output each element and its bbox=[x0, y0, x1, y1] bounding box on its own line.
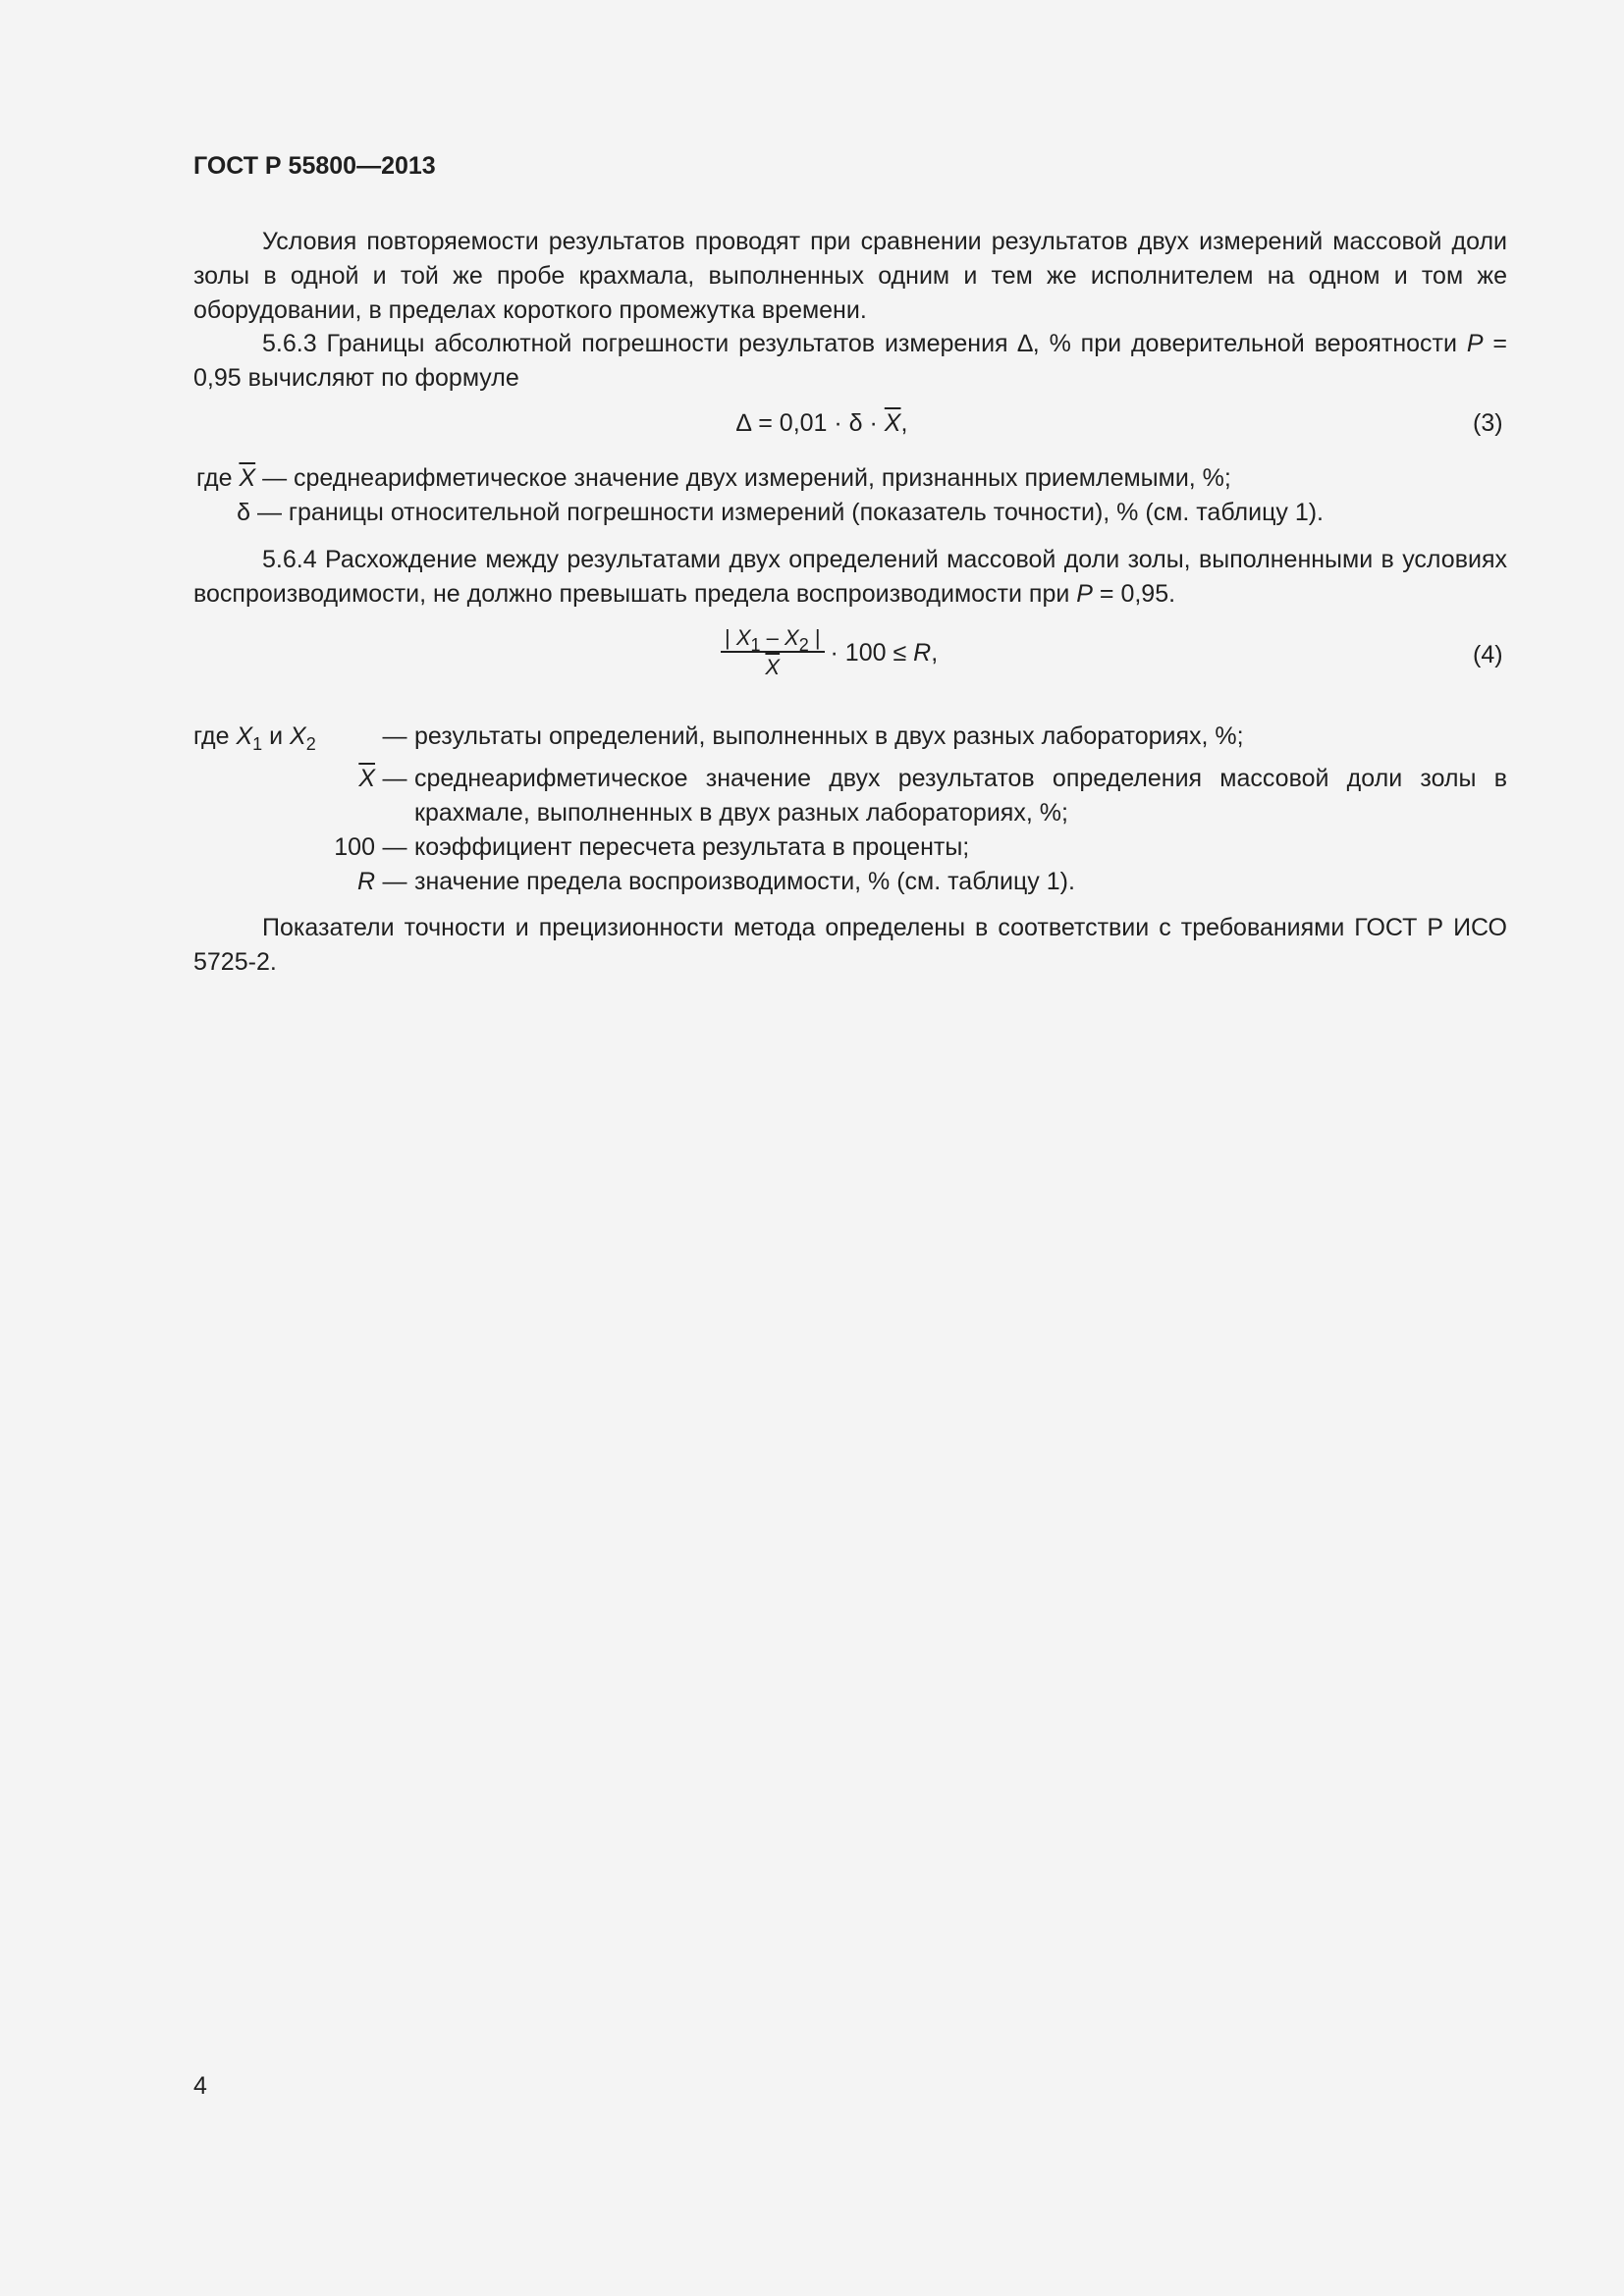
paragraph-5-6-3-p-symbol: P bbox=[1466, 330, 1484, 357]
equation-number-3: (3) bbox=[1473, 409, 1503, 437]
paragraph-5-6-4 bbox=[193, 543, 1507, 612]
where4-and: и bbox=[262, 722, 290, 750]
where4-text-x1-x2: результаты определений, выполненных в двух разных лабораториях, %; bbox=[414, 722, 1244, 750]
where4-text-r: значение предела воспроизводимости, % (см. таблицу 1). bbox=[414, 868, 1075, 895]
formula-4 bbox=[721, 625, 938, 680]
where4-dash: — bbox=[382, 833, 407, 861]
where-delta-line bbox=[196, 496, 1324, 530]
paragraph-5-6-3-text-a: 5.6.3 Границы абсолютной погрешности результатов измерения ∆, % при доверительной вероятности bbox=[262, 330, 1467, 357]
paragraph-5-6-4-text-b: = 0,95. bbox=[1092, 580, 1176, 608]
formula-4-tail bbox=[831, 636, 939, 670]
denominator-xbar: X bbox=[765, 655, 781, 679]
paragraph-5-6-4-p-symbol: P bbox=[1076, 580, 1093, 608]
paragraph-repeatability: Условия повторяемости результатов проводят при сравнении результатов двух измерений массовой доли золы в одной и той же пробе крахмала, выполненных одним и тем же исполнителем на одном и том же оборудовании, в пределах короткого промежутка времени. bbox=[193, 228, 1507, 324]
x2-symbol: X bbox=[785, 625, 799, 650]
where-delta-symbol: δ bbox=[237, 499, 250, 526]
where4-line-x1-x2 bbox=[193, 720, 1507, 754]
where4-x2: X bbox=[290, 722, 306, 750]
where4-prefix: где bbox=[193, 722, 237, 750]
x2-subscript: 2 bbox=[798, 635, 809, 655]
where4-lhs-100: 100 bbox=[334, 833, 375, 861]
x1-subscript: 1 bbox=[750, 635, 761, 655]
where-xbar-text: — среднеарифметическое значение двух измерений, признанных приемлемыми, %; bbox=[255, 464, 1231, 492]
formula-4-numerator bbox=[721, 625, 825, 653]
where4-lhs-r: R bbox=[356, 868, 375, 895]
paragraph-accuracy: Показатели точности и прецизионности метода определены в соответствии с требованиями ГОСТ Р ИСО 5725-2. bbox=[193, 914, 1507, 976]
abs-open: | bbox=[725, 625, 736, 650]
where4-line-r bbox=[193, 865, 1507, 899]
where4-line-100 bbox=[193, 830, 1507, 865]
formula-4-r-symbol: R bbox=[913, 638, 932, 667]
minus-sign: – bbox=[760, 625, 785, 650]
formula-3-xbar: $\overline{X}$ bbox=[884, 409, 901, 437]
x1-symbol: X bbox=[735, 625, 751, 650]
formula-4-tail-b: , bbox=[931, 638, 939, 667]
where4-dash: — bbox=[382, 765, 407, 792]
equation-number-4: (4) bbox=[1473, 641, 1503, 668]
paragraph-5-6-3 bbox=[193, 327, 1507, 396]
where4-lhs-xbar bbox=[193, 762, 375, 830]
where-xbar-line bbox=[196, 461, 1231, 496]
where-delta-text: — границы относительной погрешности измерений (показатель точности), % (см. таблицу 1). bbox=[250, 499, 1325, 526]
where4-lhs-x1-x2 bbox=[193, 720, 375, 754]
formula-4-tail-a: · 100 ≤ bbox=[830, 638, 914, 667]
paragraph-5-6-4-text-a: 5.6.4 Расхождение между результатами двух определений массовой доли золы, выполненными в условиях воспроизводимости, не должно превышать предела воспроизводимости при bbox=[193, 546, 1507, 608]
where4-dash: — bbox=[382, 722, 407, 750]
paragraph-5-6-3-text-b: = 0,95 вычисляют по формуле bbox=[193, 330, 1508, 392]
where-xbar-symbol: $\overline{X}$ bbox=[239, 464, 256, 492]
formula-3-lhs: ∆ = 0,01 · δ · bbox=[736, 409, 885, 437]
where4-dash: — bbox=[382, 868, 407, 895]
where4-line-xbar bbox=[193, 762, 1507, 830]
formula-3-tail: , bbox=[900, 409, 908, 437]
document-header: ГОСТ Р 55800—2013 bbox=[193, 152, 436, 180]
where4-x1-sub: 1 bbox=[252, 734, 263, 754]
formula-4-fraction bbox=[721, 625, 825, 680]
where4-x2-sub: 2 bbox=[305, 734, 316, 754]
formula-4-denominator bbox=[765, 653, 780, 680]
where4-text-100: коэффициент пересчета результата в проценты; bbox=[414, 833, 970, 861]
where4-xbar: $\overline{X}$ bbox=[358, 765, 375, 792]
abs-close: | bbox=[808, 625, 821, 650]
where-prefix: где bbox=[196, 464, 240, 492]
formula-3 bbox=[736, 406, 907, 441]
where4-x1: X bbox=[236, 722, 253, 750]
page-number: 4 bbox=[193, 2072, 207, 2100]
where4-text-xbar: среднеарифметическое значение двух результатов определения массовой доли золы в крахмале, выполненных в двух разных лабораториях, %; bbox=[414, 765, 1507, 827]
